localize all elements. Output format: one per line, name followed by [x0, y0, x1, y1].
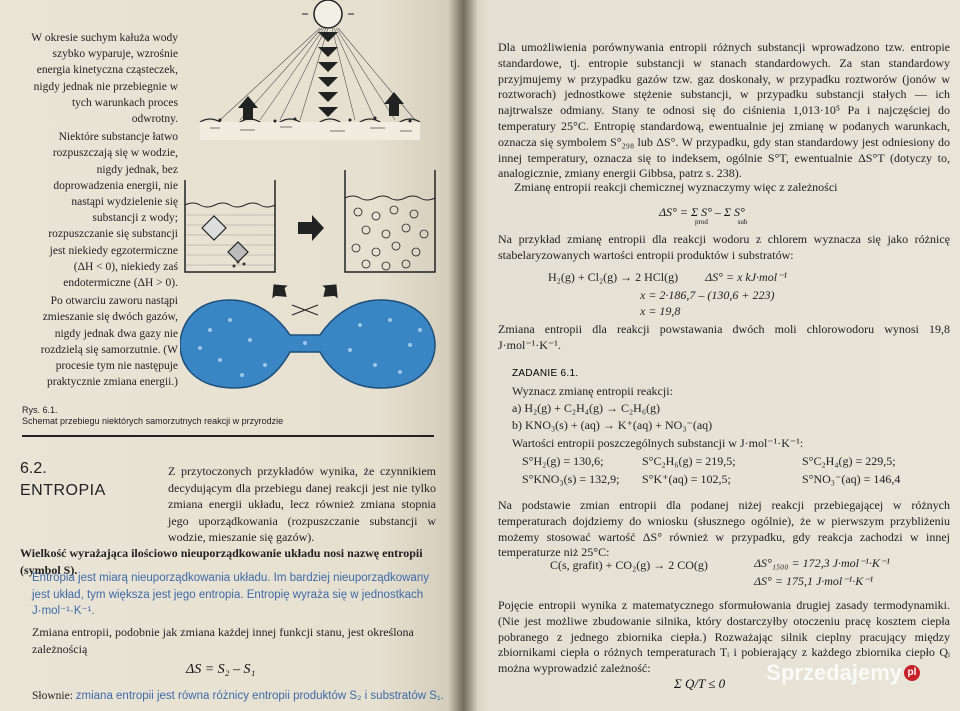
section-number: 6.2. — [20, 460, 47, 477]
reaction-delta: ΔS° = x kJ·mol⁻¹ — [705, 270, 787, 284]
standard-entropy-text: Dla umożliwienia porównywania entropii różnych substancji wprowadzono tzw. entropie standardowe, tj. entropie substancji w stanach standardowych. Za stan standardowy przyjmujemy w przypadku gazów tzw. gaz doskonały, w przypadku roztworów (jonów w roztworach) jednostkowe stężenie substancji, w przypadku substancji stałych — ich najtrwalsze odmiany. Stany te odnosi się do ciśnienia 1,013·10⁵ Pa i najczęściej do temperatury 25°C. Entropię standardową, ewentualnie jej zmianę w podanych warunkach, oznacza się symbolem S°₂₉₈ lub ΔS°. W przypadku, gdy stan standardowy jest odniesiony do innej temperatury, oznacza się to indeksem, ogólnie S°T, ewentualnie ΔS°T (dotyczy to, analogicznie, zmiany energii Gibbsa, patrz s. 238). — [498, 40, 950, 181]
reaction2-equation: C(s, grafit) + CO₂(g) → 2 CO(g) — [550, 558, 708, 572]
watermark-badge: pl — [904, 665, 920, 681]
sum-sub-sub: sub — [737, 218, 748, 226]
task-b: b) KNO₃(s) + (aq) → K⁺(aq) + NO₃⁻(aq) — [512, 418, 713, 432]
values-table — [522, 454, 942, 488]
right-page — [464, 0, 960, 711]
sidebar-paragraph-3: Po otwarciu zaworu nastąpi zmieszanie się dwóch gazów, nigdy jednak dwa gazy nie rozdzielą się samorzutnie. (W procesie tym nie następuje praktycznie zmiana energii.) — [40, 295, 178, 389]
beaker-right — [345, 170, 435, 272]
words-paragraph — [32, 688, 452, 705]
calc-line-1: x = 2·186,7 – (130,6 + 223) — [640, 288, 775, 302]
sum-equation-text: ΔS° = Σ S° – Σ S° — [659, 205, 745, 219]
value-cell: S°K⁺(aq) = 102,5; — [642, 471, 731, 486]
words-text: zmiana entropii jest równa różnicy entropii produktów S₂ i substratów S₁. — [75, 690, 444, 702]
sum-sub-prod: prod — [695, 218, 708, 226]
reaction-line — [548, 270, 787, 286]
values-row — [522, 472, 942, 488]
value-cell: S°NO₃⁻(aq) = 146,4 — [802, 471, 901, 486]
section-divider — [22, 435, 434, 437]
watermark — [766, 660, 920, 691]
task-values-intro: Wartości entropii poszczególnych substancji w J·mol⁻¹·K⁻¹: — [512, 436, 804, 450]
change-text: Zmiana entropii, podobnie jak zmiana każdej innej funkcji stanu, jest określona zależnością — [32, 625, 414, 656]
example-paragraph: Na przykład zmianę entropii dla reakcji wodoru z chlorem wyznacza się jako różnicę stabelaryzowanych wartości entropii produktów i substratów: — [498, 232, 950, 262]
left-page — [0, 0, 470, 711]
task-a: a) H₂(g) + C₂H₄(g) → C₂H₆(g) — [512, 401, 660, 415]
delta-s-298: ΔS° = 175,1 J·mol⁻¹·K⁻¹ — [754, 574, 874, 588]
intro-paragraph — [168, 463, 436, 546]
definition-text: Entropia jest miarą nieuporządkowania układu. Im bardziej nieuporządkowany jest układ, tym większa jest jego entropia. Entropię wyraża się w jednostkach J·mol⁻¹·K⁻¹. — [32, 572, 429, 617]
delta-s-1500: ΔS°₁₅₀₀ = 172,3 J·mol⁻¹·K⁻¹ — [754, 556, 890, 570]
beaker-left — [185, 180, 275, 272]
final-inequality: Σ Q/T ≤ 0 — [674, 676, 726, 691]
calc-line-2: x = 19,8 — [640, 304, 681, 318]
down-arrows-icon — [318, 32, 338, 117]
intro-bold-text: Wielkość wyrażająca ilościowo nieuporządkowanie układu nosi nazwę entropii (symbol S). — [20, 546, 423, 577]
standard-entropy-paragraph — [498, 40, 950, 182]
second-law-paragraph: Pojęcie entropii wynika z matematycznego sformułowania drugiej zasady termodynamiki. (Nie jest możliwe zbudowanie silnika, który dostarczyłby otoczeniu pracę kosztem ciepła pobranego z jednego zbiornika ciepła.) Rozważając silnik cieplny pracujący między zbiornikami ciepła o różnych temperaturach Tᵢ i pobierający z każdego zbiornika ciepło Qᵢ można wyprowadzić zależność: — [498, 598, 950, 676]
watermark-text: Sprzedajemy — [766, 660, 902, 685]
value-cell: S°H₂(g) = 130,6; — [522, 454, 604, 468]
intro-text: Z przytoczonych przykładów wynika, że czynnikiem decydującym dla przebiegu danej reakcji jest nie tylko zmiana energii układu, lecz również zmiana stopnia jego uporządkowania (rozpuszczanie substancji w wodzie, mieszanie się gazów). — [168, 464, 436, 544]
gas-mixing-illustration — [180, 278, 435, 388]
figure-caption — [22, 405, 322, 427]
book-gutter — [448, 0, 478, 711]
task-label: ZADANIE 6.1. — [512, 368, 579, 379]
reaction-change-intro: Zmianę entropii reakcji chemicznej wyznaczymy więc z zależności — [514, 180, 838, 194]
words-label: Słownie: — [32, 690, 73, 702]
result-paragraph: Zmiana entropii dla reakcji powstawania dwóch moli chlorowodoru wynosi 19,8 J·mol⁻¹·K⁻¹. — [498, 322, 950, 352]
task-intro: Wyznacz zmianę entropii reakcji: — [512, 384, 673, 398]
figure-caption-number: Rys. 6.1. — [22, 405, 58, 415]
sidebar-paragraph-2: Niektóre substancje łatwo rozpuszczają się w wodzie, nigdy jednak, bez doprowadzenia energii, nie nastąpi wydzielenie się substancji z wody; rozpuszczanie się substancji jest niekiedy egzotermiczne (ΔH < 0), niekiedy zaś endotermiczne (ΔH > 0). — [48, 131, 178, 290]
ground-illustration — [200, 117, 420, 141]
value-cell: S°KNO₃(s) = 132,9; — [522, 471, 620, 486]
sum-equation — [659, 205, 747, 226]
figure-caption-text: Schemat przebiegu niektórych samorzutnych reakcji w przyrodzie — [22, 416, 284, 426]
value-cell: S°C₂H₄(g) = 229,5; — [802, 454, 896, 468]
section-title: ENTROPIA — [20, 482, 106, 499]
values-row — [522, 454, 942, 470]
sidebar-text — [30, 30, 178, 390]
figure-6-1 — [180, 0, 440, 400]
value-cell: S°C₂H₆(g) = 219,5; — [642, 454, 736, 468]
definition-box — [32, 570, 436, 620]
reaction-equation: H₂(g) + Cl₂(g) → 2 HCl(g) — [548, 270, 679, 284]
right-arrow-icon — [298, 215, 324, 241]
delta-s-equation: ΔS = S₂ – S₁ — [186, 662, 256, 677]
temperature-paragraph: Na podstawie zmian entropii dla podanej niżej reakcji przebiegającej w różnych temperaturach dojdziemy do wniosku (słusznego ogólnie), że w pierwszym przybliżeniu możemy stosować wartość ΔS° również w przypadku, gdy reakcja zachodzi w innej temperaturze niż 25°C: — [498, 498, 950, 560]
sidebar-paragraph-1: W okresie suchym kałuża wody szybko wyparuje, wzrośnie energia kinetyczna cząsteczek, nigdy jednak nie przebiegnie w tych warunkach proces odwrotny. — [31, 32, 178, 126]
change-paragraph — [32, 624, 436, 657]
